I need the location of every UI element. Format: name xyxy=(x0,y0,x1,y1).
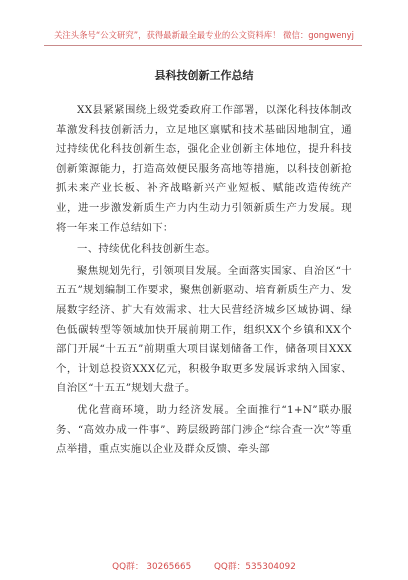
header-note: 关注头条号“公文研究”，获得最新最全最专业的公文资料库！ 微信：gongwenyj xyxy=(54,30,354,40)
footer-qq-group-1: QQ群： 30265665 xyxy=(112,562,192,572)
document-title: 县科技创新工作总结 xyxy=(154,69,254,82)
header-divider xyxy=(44,45,362,46)
footer xyxy=(0,559,408,572)
paragraph-business-environment: 优化营商环境，助力经济发展。全面推行“1+N”联办服务、“高效办成一件事”、跨层级跨部门涉企“综合查一次”等重点举措，重点实施以企业及群众反馈、牵头部 xyxy=(56,403,352,456)
section-heading: 一、持续优化科技创新生态。 xyxy=(77,243,216,256)
paragraph-intro: XX县紧紧围绕上级党委政府工作部署，以深化科技体制改革激发科技创新活力，立足地区禀赋和技术基础因地制宜，通过持续优化科技创新生态，强化企业创新主体地位，提升科技创新策源能力，打造高效便民服务高地等措施，以科技创新抢抓未来产业长板、补齐战略新兴产业短板、赋能改造传统产业，进一步激发新质生产力内生动力引领新质生产力发展。现将一年来工作总结如下： xyxy=(56,104,352,234)
paragraph-planning: 聚焦规划先行，引领项目发展。全面落实国家、自治区“十五五”规划编制工作要求，聚焦创新驱动、培育新质生产力、发展数字经济、扩大有效需求、壮大民营经济城乡区域协调、绿色低碳转型等领域加快开展前期工作，组织XX个乡镇和XX个部门开展“十五五”前期重大项目谋划储备工作，储备项目XXX个，计划总投资XXX亿元，积极争取更多发展诉求纳入国家、自治区“十五五”规划大盘子。 xyxy=(56,264,352,395)
footer-qq-group-2: QQ群：535304092 xyxy=(213,562,296,572)
document-body xyxy=(56,101,352,462)
